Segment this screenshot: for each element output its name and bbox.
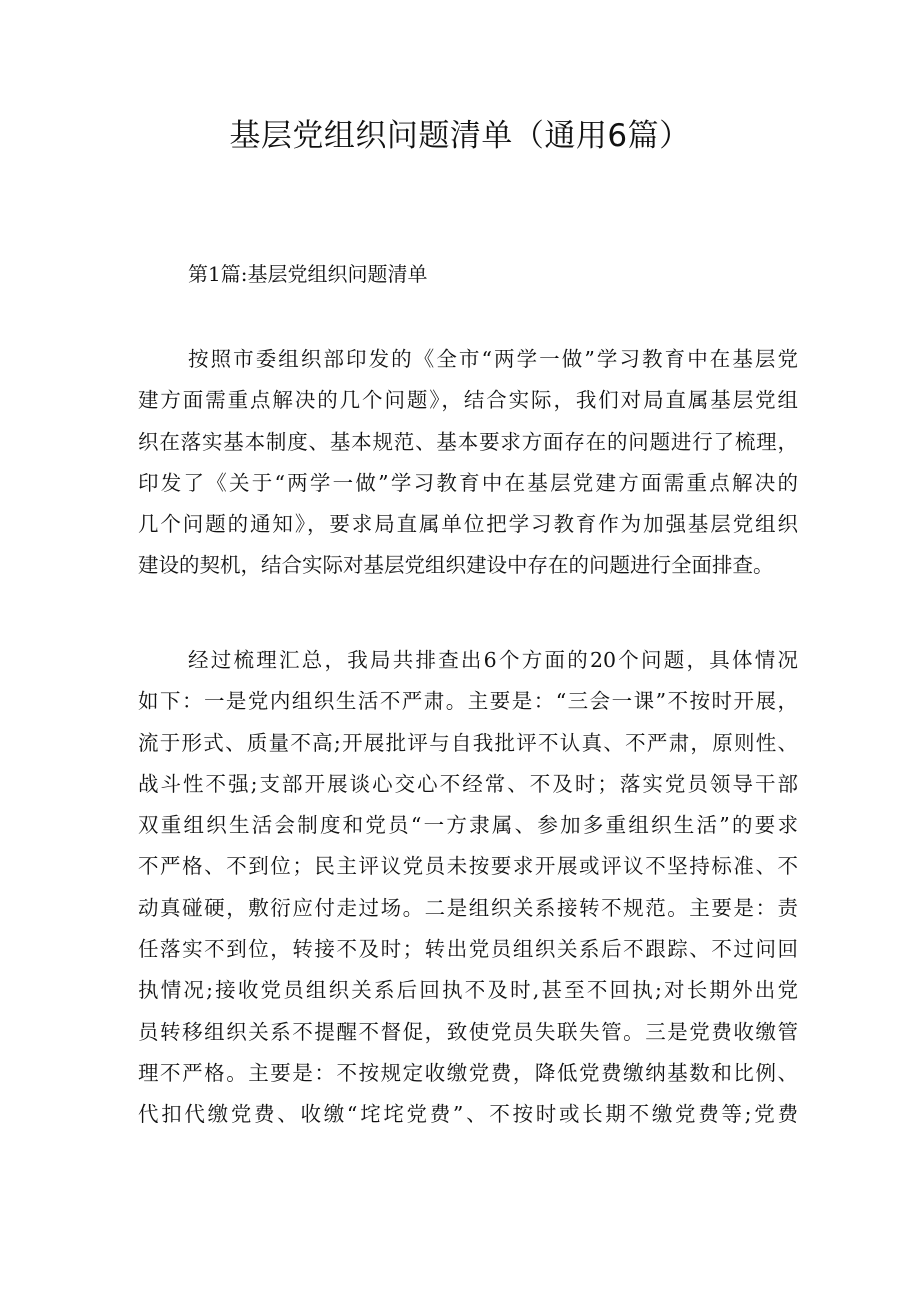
paragraph-line: 织在落实基本制度、基本规范、基本要求方面存在的问题进行了梳理， xyxy=(138,429,798,454)
paragraph-line: 代扣代缴党费、收缴“垞垞党费”、不按时或长期不缴党费等;党费 xyxy=(138,1102,798,1127)
paragraph-line: 流于形式、质量不高;开展批评与自我批评不认真、不严肃，原则性、 xyxy=(138,730,798,755)
paragraph-line: 执情况;接收党员组织关系后回执不及时,甚至不回执;对长期外出党 xyxy=(138,978,798,1003)
paragraph-line: 动真碰硬，敷衍应付走过场。二是组织关系接转不规范。主要是：责 xyxy=(138,895,798,920)
paragraph-1 xyxy=(138,339,798,587)
paragraph-2 xyxy=(138,640,798,1136)
paragraph-line: 建方面需重点解决的几个问题》，结合实际，我们对局直属基层党组 xyxy=(138,388,798,413)
paragraph-line: 按照市委组织部印发的《全市“两学一做”学习教育中在基层党 xyxy=(188,347,798,371)
paragraph-line: 不严格、不到位；民主评议党员未按要求开展或评议不坚持标准、不 xyxy=(138,854,798,879)
paragraph-line: 印发了《关于“两学一做”学习教育中在基层党建方面需重点解决的 xyxy=(138,470,798,495)
paragraph-line: 经过梳理汇总，我局共排查出6个方面的20个问题，具体情况 xyxy=(188,648,798,672)
paragraph-line: 任落实不到位，转接不及时；转出党员组织关系后不跟踪、不过问回 xyxy=(138,937,798,962)
paragraph-line: 如下：一是党内组织生活不严肃。主要是：“三会一课”不按时开展， xyxy=(138,689,798,714)
paragraph-line: 几个问题的通知》，要求局直属单位把学习教育作为加强基层党组织 xyxy=(138,512,798,537)
paragraph-line: 建设的契机，结合实际对基层党组织建设中存在的问题进行全面排查。 xyxy=(138,553,774,578)
paragraph-line: 双重组织生活会制度和党员“一方隶属、参加多重组织生活”的要求 xyxy=(138,813,798,838)
paragraph-line: 员转移组织关系不提醒不督促，致使党员失联失管。三是党费收缴管 xyxy=(138,1019,798,1044)
paragraph-line: 战斗性不强;支部开展谈心交心不经常、不及时；落实党员领导干部 xyxy=(138,771,798,796)
paragraph-line: 理不严格。主要是：不按规定收缴党费，降低党费缴纳基数和比例、 xyxy=(138,1060,798,1085)
document-title: 基层党组织问题清单（通用6篇） xyxy=(229,118,691,154)
section-heading: 第1篇:基层党组织问题清单 xyxy=(188,262,428,286)
